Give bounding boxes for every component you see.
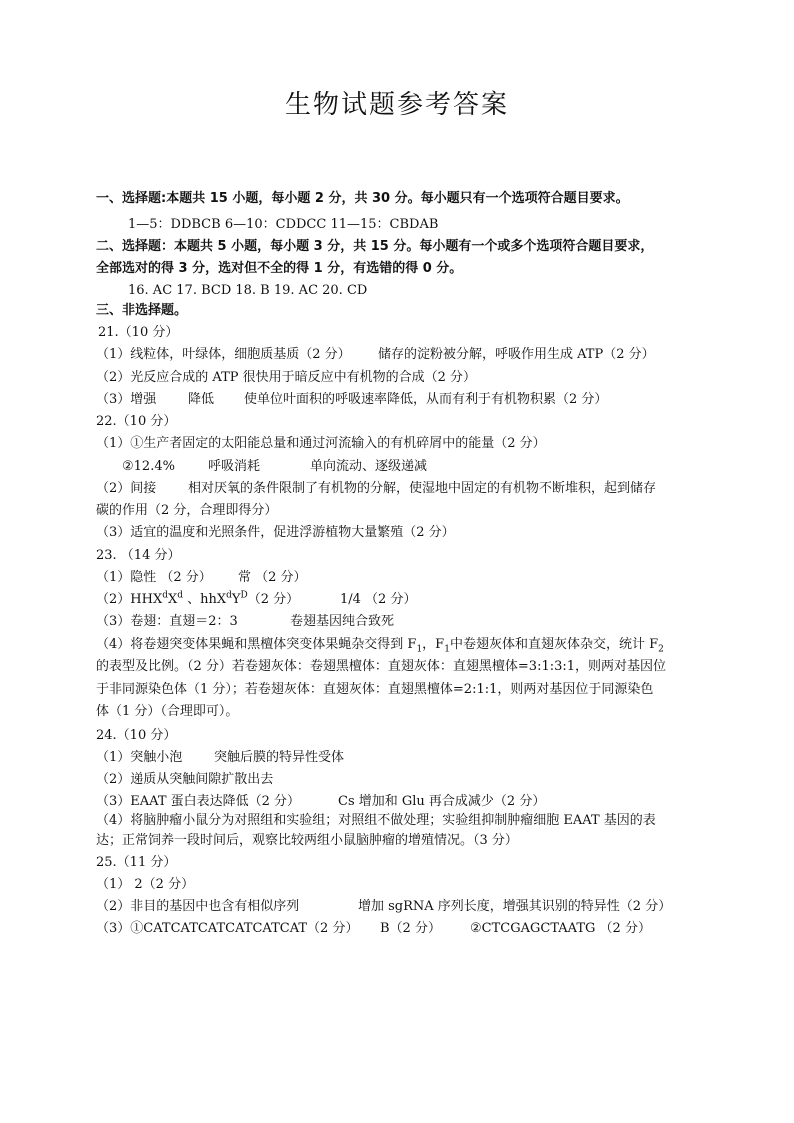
q24-line3b: Cs 增加和 Glu 再合成减少（2 分） bbox=[338, 794, 546, 809]
q22-line2a: ②12.4% bbox=[122, 459, 175, 474]
section1-heading: 一、选择题:本题共 15 小题，每小题 2 分，共 30 分。每小题只有一个选项符合题目要求。 bbox=[96, 191, 629, 206]
q23-sup1: d bbox=[162, 590, 168, 601]
q23-sup3: d bbox=[226, 590, 232, 601]
q24-line3a: （3）EAAT 蛋白表达降低（2 分） bbox=[96, 794, 301, 809]
q23-line5: 的表型及比例。（2 分）若卷翅灰体：卷翅黑檀体：直翅灰体：直翅黑檀体=3:1:3:1，则两对基因位 bbox=[96, 659, 667, 674]
q23-line6: 于非同源染色体（1 分）；若卷翅灰体：直翅灰体：直翅黑檀体=2:1:1，则两对基因位于同源染色 bbox=[96, 682, 654, 697]
q23-line3a: （3）卷翅：直翅＝2：3 bbox=[96, 614, 238, 629]
q23-sup2: d bbox=[177, 590, 183, 601]
q25-line1: （1） 2（2 分） bbox=[96, 877, 195, 892]
q22-line3a: （2）间接 bbox=[96, 481, 157, 496]
q23-sub2: 1 bbox=[444, 644, 450, 655]
q21-line1a: （1）线粒体，叶绿体，细胞质基质（2 分） bbox=[96, 347, 351, 362]
q23-sup4: D bbox=[240, 590, 248, 601]
q23-genotype-mid2: 、hhX bbox=[183, 592, 227, 607]
q23-line4-part1: （4）将卷翅突变体果蝇和黑檀体突变体果蝇杂交得到 F bbox=[96, 637, 417, 652]
q23-genotype-suffix: （2 分） bbox=[247, 592, 300, 607]
q25-line3b: B（2 分） bbox=[380, 921, 441, 936]
q25-line2b: 增加 sgRNA 序列长度，增强其识别的特异性（2 分） bbox=[358, 899, 672, 914]
section2-heading-line2: 全部选对的得 3 分，选对但不全的得 1 分，有选错的得 0 分。 bbox=[96, 261, 463, 276]
q24-header: 24.（10 分） bbox=[96, 728, 177, 743]
q24-line1b: 突触后膜的特异性受体 bbox=[214, 750, 345, 765]
q21-line2: （2）光反应合成的 ATP 很快用于暗反应中有机物的合成（2 分） bbox=[96, 370, 477, 385]
q23-line4-part3: 中卷翅灰体和直翅灰体杂交，统计 F bbox=[449, 637, 659, 652]
q23-header: 23. （14 分） bbox=[96, 548, 181, 563]
q23-line1a: （1）隐性 （2 分） bbox=[96, 570, 212, 585]
section2-heading-line1: 二、选择题：本题共 5 小题，每小题 3 分，共 15 分。每小题有一个或多个选项符合题目要求， bbox=[96, 239, 654, 254]
q23-line2a bbox=[96, 591, 299, 609]
q24-line1a: （1）突触小泡 bbox=[96, 750, 183, 765]
q21-header: 21.（10 分） bbox=[98, 325, 179, 340]
q24-line2: （2）递质从突触间隙扩散出去 bbox=[96, 772, 274, 787]
q22-line3b: 相对厌氧的条件限制了有机物的分解，使湿地中固定的有机物不断堆积，起到储存 bbox=[188, 481, 657, 496]
q22-line4: 碳的作用（2 分，合理即得分） bbox=[96, 503, 278, 518]
q23-line7: 体（1 分）（合理即可）。 bbox=[96, 704, 239, 719]
section2-answers: 16. AC 17. BCD 18. B 19. AC 20. CD bbox=[128, 283, 368, 298]
q21-line3a: （3）增强 bbox=[96, 392, 157, 407]
q22-line5: （3）适宜的温度和光照条件，促进浮游植物大量繁殖（2 分） bbox=[96, 525, 455, 540]
q23-line3b: 卷翅基因纯合致死 bbox=[290, 614, 395, 629]
q22-line2b: 呼吸消耗 bbox=[208, 459, 261, 474]
q21-line1b: 储存的淀粉被分解，呼吸作用生成 ATP（2 分） bbox=[378, 347, 655, 362]
q23-genotype-prefix: （2）HHX bbox=[96, 592, 163, 607]
q25-line3c: ②CTCGAGCTAATG （2 分） bbox=[470, 921, 651, 936]
q23-line2b: 1/4 （2 分） bbox=[340, 592, 417, 607]
q23-line1b: 常 （2 分） bbox=[238, 570, 307, 585]
section1-answers: 1—5：DDBCB 6—10：CDDCC 11—15：CBDAB bbox=[128, 217, 439, 232]
q22-line2c: 单向流动、逐级递减 bbox=[310, 459, 428, 474]
q22-line1: （1）①生产者固定的太阳能总量和通过河流输入的有机碎屑中的能量（2 分） bbox=[96, 436, 546, 451]
q25-header: 25.（11 分） bbox=[96, 855, 177, 870]
q21-line3b: 降低 bbox=[188, 392, 215, 407]
q21-line3c: 使单位叶面积的呼吸速率降低，从而有利于有机物积累（2 分） bbox=[244, 392, 608, 407]
q23-line4-part2: ，F bbox=[422, 637, 445, 652]
q23-sub3: 2 bbox=[658, 644, 664, 655]
q23-sub1: 1 bbox=[416, 644, 423, 655]
q24-line4: （4）将脑肿瘤小鼠分为对照组和实验组；对照组不做处理；实验组抑制肿瘤细胞 EAAT 基因的表 bbox=[96, 813, 656, 828]
page-title: 生物试题参考答案 bbox=[284, 90, 509, 120]
q25-line3a: （3）①CATCATCATCATCATCAT（2 分） bbox=[96, 921, 359, 936]
q23-genotype-mid1: X bbox=[167, 592, 178, 607]
q23-line4 bbox=[96, 636, 664, 654]
q25-line2a: （2）非目的基因中也含有相似序列 bbox=[96, 899, 300, 914]
q23-genotype-mid3: Y bbox=[231, 592, 241, 607]
q22-header: 22.（10 分） bbox=[96, 414, 177, 429]
q24-line5: 达；正常饲养一段时间后，观察比较两组小鼠脑肿瘤的增殖情况。（3 分） bbox=[96, 833, 518, 848]
section3-heading: 三、非选择题。 bbox=[96, 303, 188, 318]
